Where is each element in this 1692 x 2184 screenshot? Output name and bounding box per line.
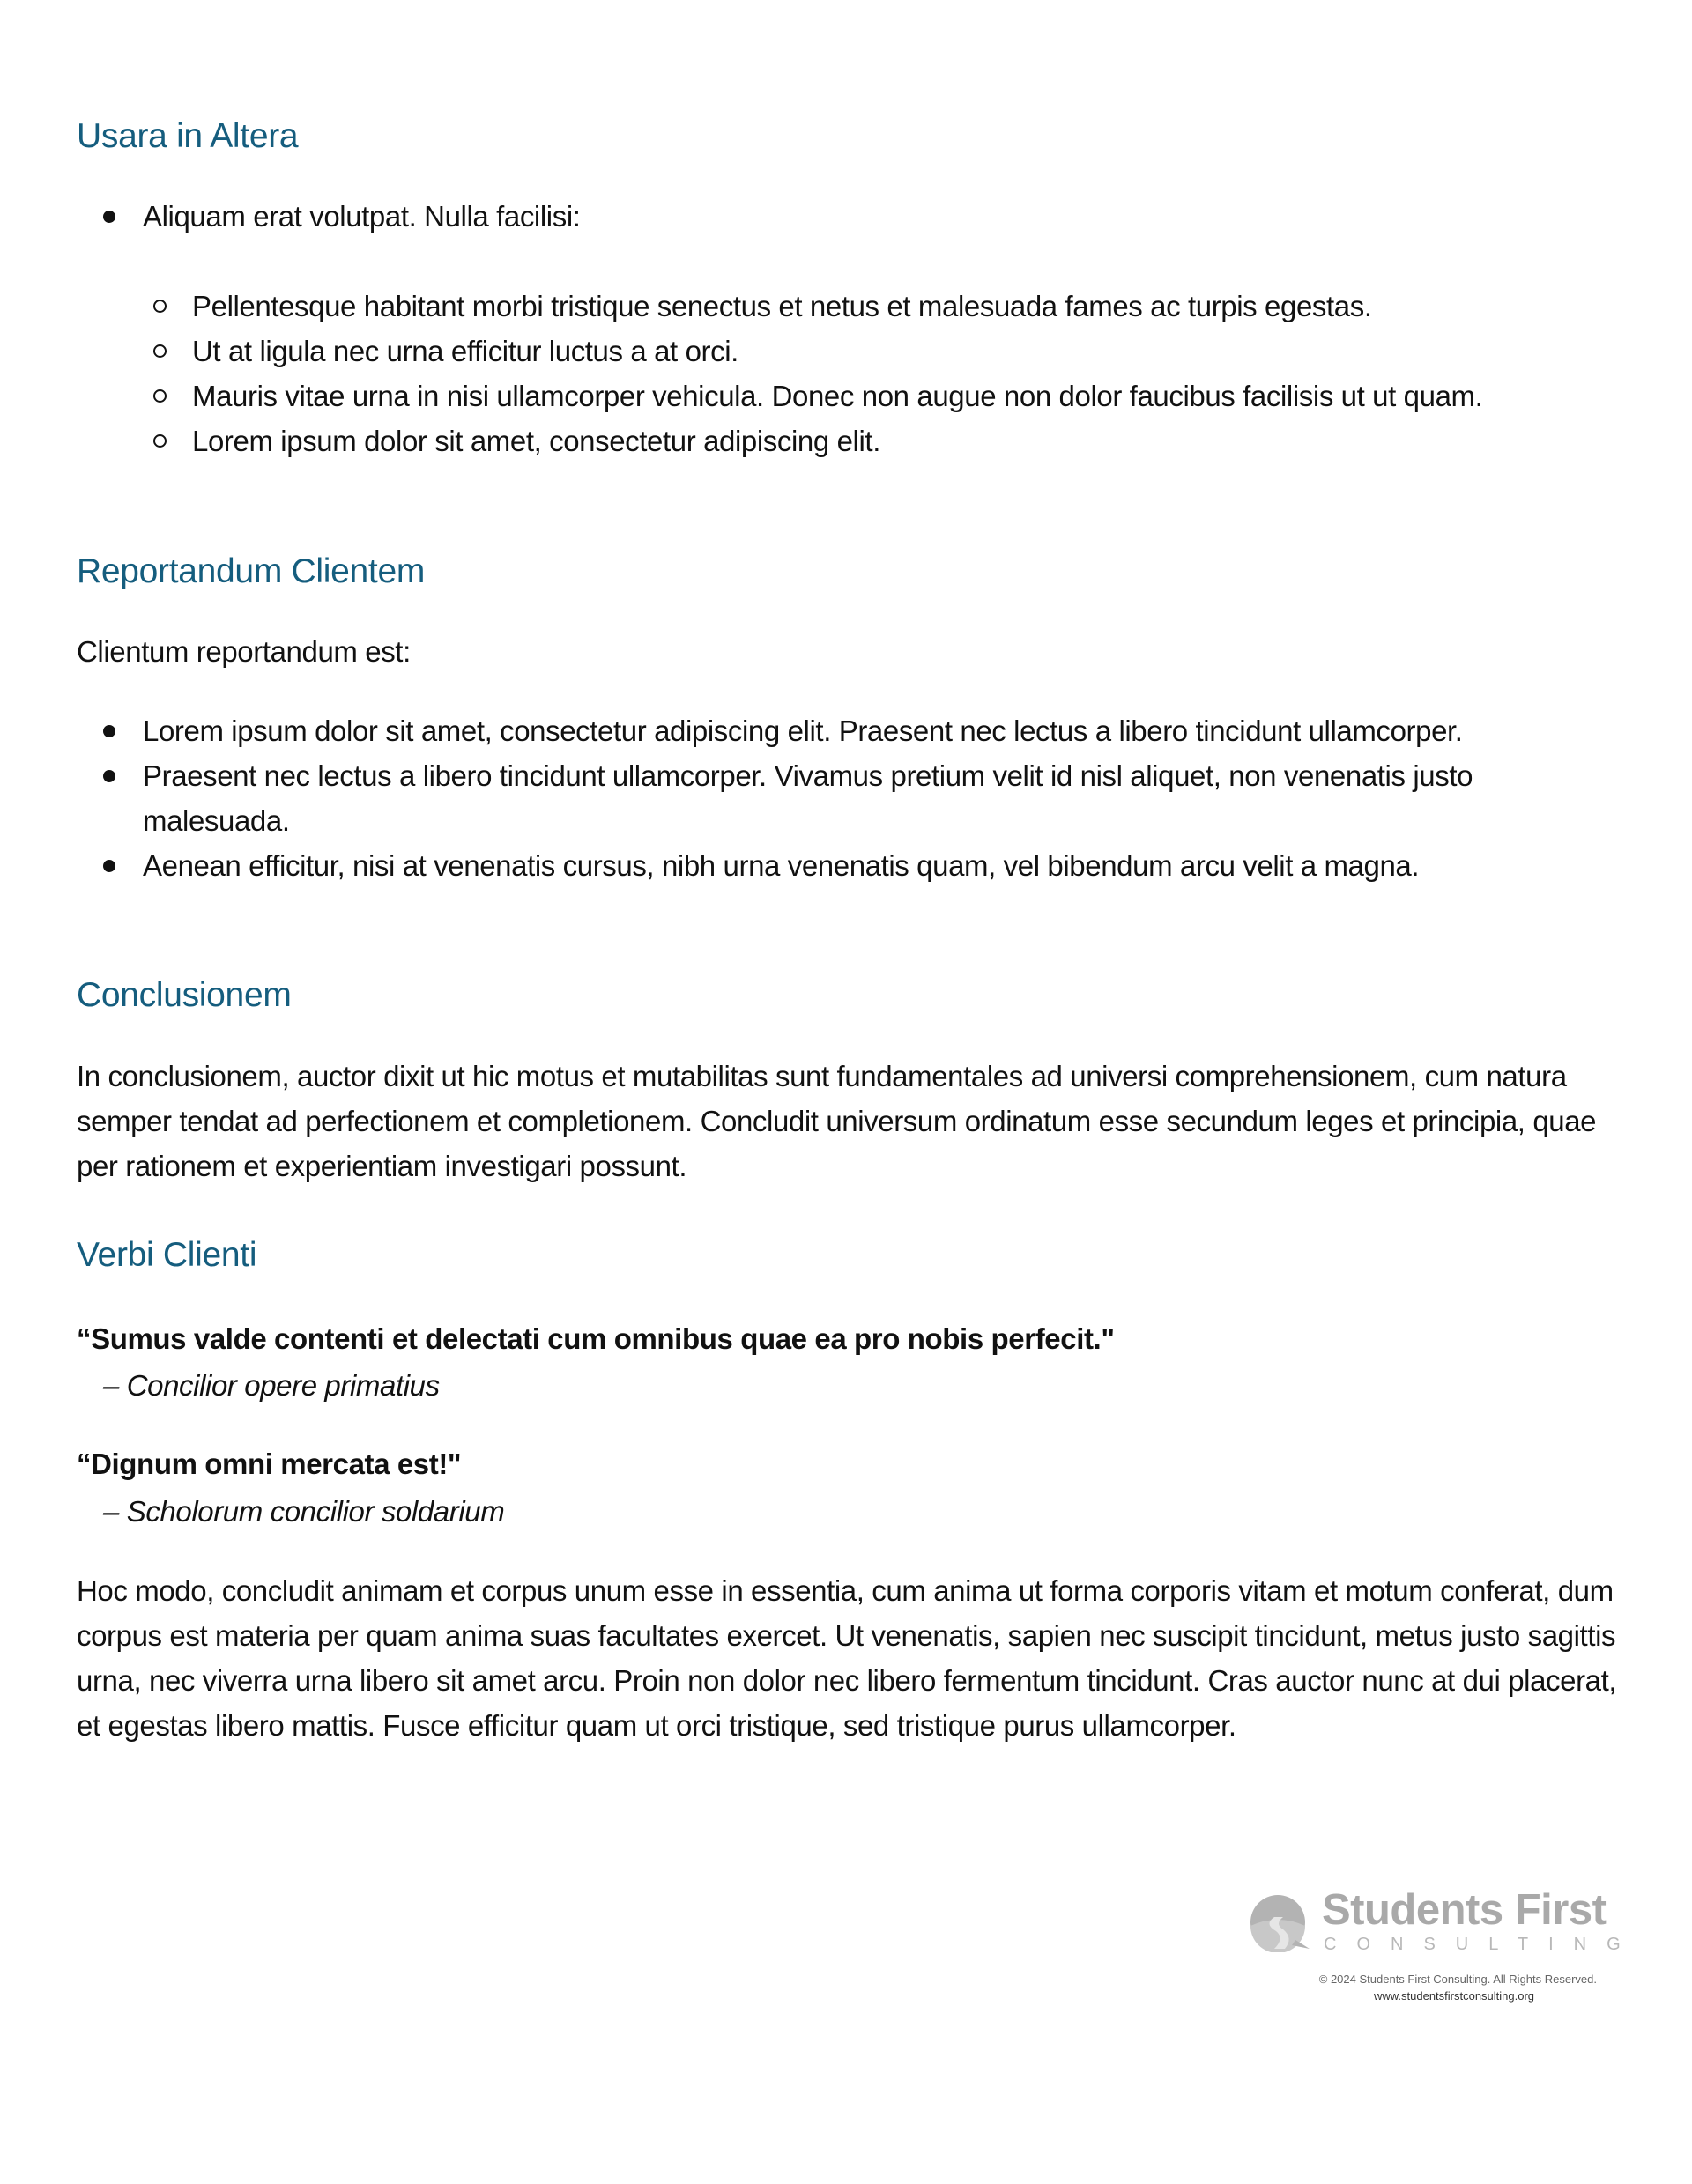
conclusionem-paragraph: In conclusionem, auctor dixit ut hic motus et mutabilitas sunt fundamentales ad universi comprehensionem, cum natura semper tendat ad perfectionem et completionem. Concludit universum ordinatum esse secundum leges et principia, quae per rationem et experientiam investigari possunt. bbox=[77, 1060, 1597, 1182]
website: www.studentsfirstconsulting.org bbox=[1373, 1989, 1535, 2003]
heading-verbi: Verbi Clienti bbox=[77, 1236, 257, 1274]
heading-usara: Usara in Altera bbox=[77, 117, 299, 155]
quote-2: “Dignum omni mercata est!" bbox=[77, 1447, 462, 1480]
list-item: Lorem ipsum dolor sit amet, consectetur adipiscing elit. Praesent nec lectus a libero tincidunt ullamcorper. bbox=[77, 708, 1628, 753]
heading-reportandum: Reportandum Clientem bbox=[77, 552, 426, 590]
reportandum-list bbox=[77, 708, 1628, 888]
quote-1-attribution: – Concilior opere primatius bbox=[103, 1369, 440, 1402]
logo-bubble-icon bbox=[1250, 1894, 1311, 1952]
heading-conclusionem: Conclusionem bbox=[77, 976, 292, 1014]
usara-list bbox=[77, 194, 1628, 239]
list-item: Aliquam erat volutpat. Nulla facilisi: bbox=[77, 194, 1628, 239]
list-item: Praesent nec lectus a libero tincidunt ullamcorper. Vivamus pretium velit id nisl aliquet, non venenatis justo malesuada. bbox=[77, 753, 1628, 843]
list-item: Mauris vitae urna in nisi ullamcorper vehicula. Donec non augue non dolor faucibus facilisis ut ut quam. bbox=[77, 374, 1628, 418]
list-item: Pellentesque habitant morbi tristique senectus et netus et malesuada fames ac turpis egestas. bbox=[77, 284, 1628, 329]
logo-subtitle: CONSULTING bbox=[1324, 1935, 1641, 1954]
closing-paragraph: Hoc modo, concludit animam et corpus unum esse in essentia, cum anima ut forma corporis vitam et motum conferat, dum corpus est materia per quam anima suas facultates exercet. Ut venenatis, sapien nec suscipit tincidunt, metus justo sagittis urna, nec viverra urna libero sit amet arcu. Proin non dolor nec libero fermentum tincidunt. Cras auctor nunc at dui placerat, et egestas libero mattis. Fusce efficitur quam ut orci tristique, sed tristique purus ullamcorper. bbox=[77, 1574, 1617, 1742]
usara-sublist bbox=[77, 284, 1628, 463]
quote-2-attribution: – Scholorum concilior soldarium bbox=[103, 1495, 505, 1528]
reportandum-intro: Clientum reportandum est: bbox=[77, 635, 411, 668]
list-item: Ut at ligula nec urna efficitur luctus a at orci. bbox=[77, 329, 1628, 374]
quote-1: “Sumus valde contenti et delectati cum omnibus quae ea pro nobis perfecit." bbox=[77, 1322, 1115, 1355]
logo-name: Students First bbox=[1322, 1886, 1607, 1934]
list-item: Aenean efficitur, nisi at venenatis cursus, nibh urna venenatis quam, vel bibendum arcu velit a magna. bbox=[77, 843, 1628, 888]
copyright: © 2024 Students First Consulting. All Rights Reserved. bbox=[1318, 1973, 1597, 1986]
list-item: Lorem ipsum dolor sit amet, consectetur adipiscing elit. bbox=[77, 418, 1628, 463]
company-logo bbox=[1250, 1885, 1641, 1956]
